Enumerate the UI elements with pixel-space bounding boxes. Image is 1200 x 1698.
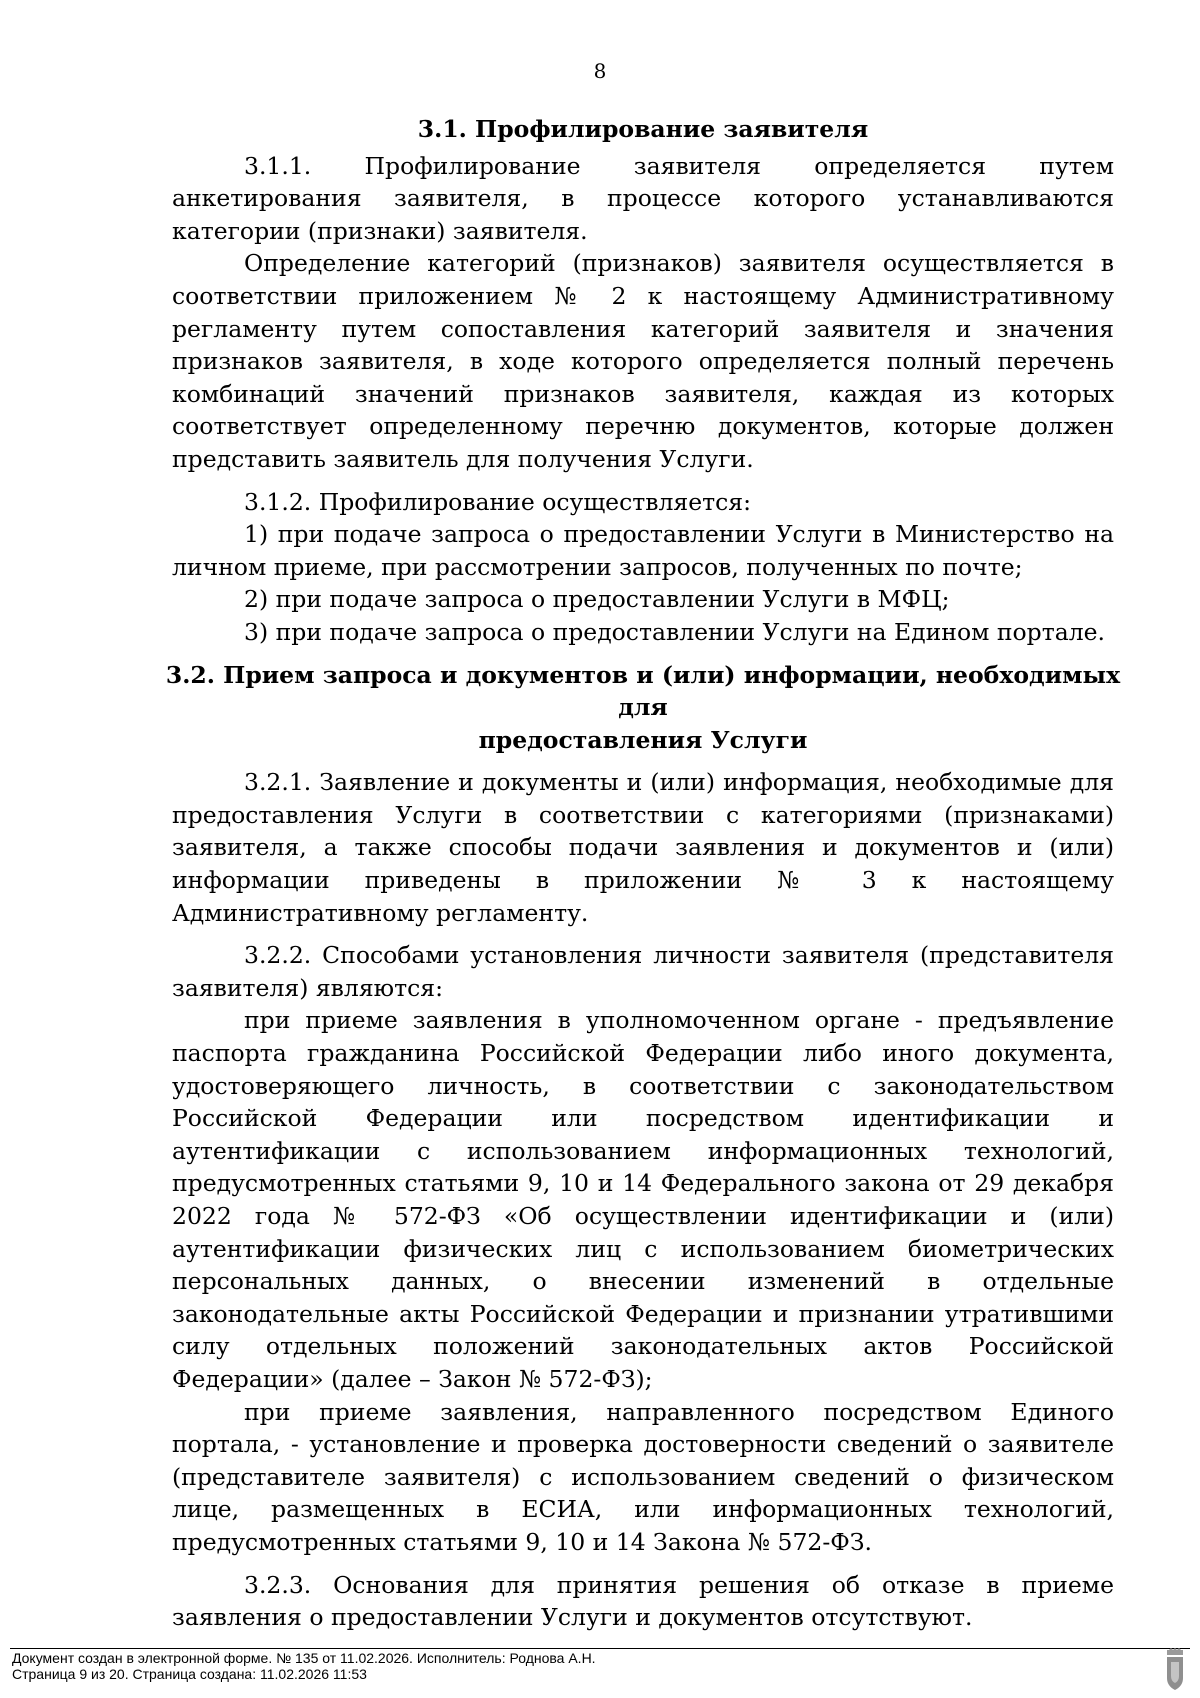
list-item-3: 3) при подаче запроса о предоставлении Услуги на Едином портале. — [244, 617, 1106, 646]
paragraph-identity-office: при приеме заявления в уполномоченном органе - предъявление паспорта гражданина Российской Федерации либо иного документа, удостоверяющего личность, в соответствии с законодательством Российской Федерации или посредством идентификации и аутентификации с использованием информационных технологий, предусмотренных статьями 9, 10 и 14 Федерального закона от 29 декабря 2022 года № 572-ФЗ «Об осуществлении идентификации и (или) аутентификации физических лиц с использованием биометрических персональных данных, о внесении изменений в отдельные законодательные акты Российской Федерации и признании утратившими силу отдельных положений законодательных актов Российской Федерации» (далее – Закон № 572-ФЗ); — [172, 1006, 1114, 1393]
paragraph-3-2-1: 3.2.1. Заявление и документы и (или) информация, необходимые для предоставления Услуги в соответствии с категориями (признаками) заявителя, а также способы подачи заявления и документов и (или) информации приведены в приложении № 3 к настоящему Административному регламенту. — [172, 768, 1114, 927]
document-body — [165, 113, 1121, 1634]
list-item-2: 2) при подаче запроса о предоставлении Услуги в МФЦ; — [244, 585, 950, 614]
paragraph-identity-portal: при приеме заявления, направленного посредством Единого портала, - установление и проверка достоверности сведений о заявителе (представителе заявителя) с использованием сведений о физическом лице, размещенных в ЕСИА, или информационных технологий, предусмотренных статьями 9, 10 и 14 Закона № 572-ФЗ. — [172, 1397, 1114, 1556]
section-3-2-heading-line1: 3.2. Прием запроса и документов и (или) информации, необходимых для — [165, 660, 1121, 722]
paragraph-3-1-1: 3.1.1. Профилирование заявителя определяется путем анкетирования заявителя, в процессе которого устанавливаются категории (признаки) заявителя. — [172, 151, 1114, 245]
paragraph-3-1-2: 3.1.2. Профилирование осуществляется: — [244, 487, 752, 516]
section-3-2-heading — [164, 659, 1122, 757]
footer-divider — [10, 1648, 1190, 1649]
page-number: 8 — [593, 59, 607, 83]
paragraph-3-2-2: 3.2.2. Способами установления личности заявителя (представителя заявителя) являются: — [172, 941, 1114, 1002]
list-item-1: 1) при подаче запроса о предоставлении Услуги в Министерство на личном приеме, при рассмотрении запросов, полученных по почте; — [172, 520, 1114, 581]
coat-of-arms-icon — [1164, 1648, 1186, 1692]
paragraph-3-2-3: 3.2.3. Основания для принятия решения об отказе в приеме заявления о предоставлении Услуги и документов отсутствуют. — [172, 1570, 1114, 1632]
paragraph-categories: Определение категорий (признаков) заявителя осуществляется в соответствии приложением № 2 к настоящему Административному регламенту путем сопоставления категорий заявителя и значения признаков заявителя, в ходе которого определяется полный перечень комбинаций значений признаков заявителя, каждая из которых соответствует определенному перечню документов, которые должен представить заявитель для получения Услуги. — [172, 249, 1114, 473]
footer-line-2: Страница 9 из 20. Страница создана: 11.02.2026 11:53 — [12, 1666, 367, 1682]
footer — [12, 1650, 1112, 1682]
section-3-1-heading: 3.1. Профилирование заявителя — [417, 115, 869, 143]
section-3-2-heading-line2: предоставления Услуги — [478, 725, 808, 754]
footer-line-1: Документ создан в электронной форме. № 135 от 11.02.2026. Исполнитель: Роднова А.Н. — [12, 1650, 596, 1666]
